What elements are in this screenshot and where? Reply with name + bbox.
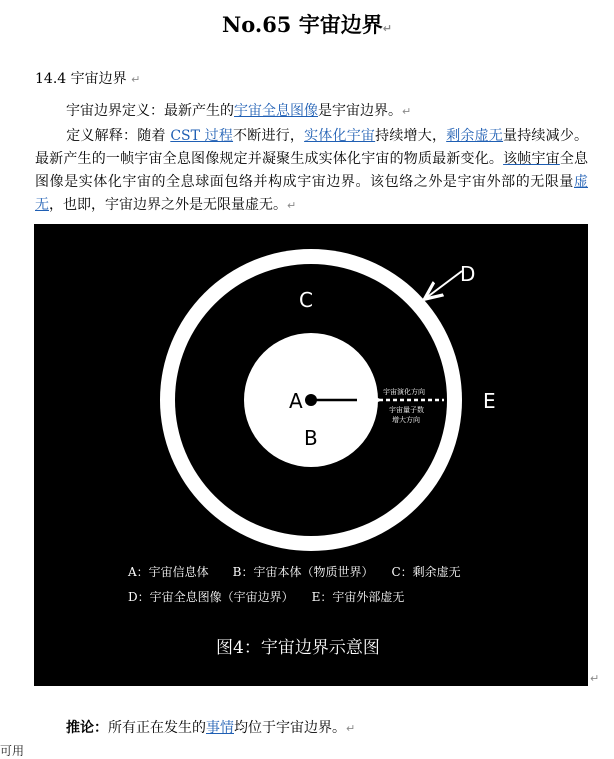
label-b: B bbox=[304, 426, 318, 450]
link-cst-process[interactable]: CST 过程 bbox=[170, 128, 234, 144]
conclusion-suffix: 均位于宇宙边界。 bbox=[234, 720, 346, 736]
label-d: D bbox=[460, 262, 476, 286]
status-text: 可用 bbox=[0, 744, 25, 758]
status-bar bbox=[0, 742, 24, 759]
label-a: A bbox=[289, 389, 303, 413]
link-hologram[interactable]: 宇宙全息图像 bbox=[234, 103, 318, 119]
title-text: No.65 宇宙边界 bbox=[222, 12, 383, 37]
explanation-text-4: 量持续减少。最新产生的一帧宇宙全息图像规定并凝聚生成实体化宇宙的物质最新变化。 bbox=[35, 128, 589, 167]
universe-boundary-figure bbox=[34, 224, 588, 686]
paragraph-mark-icon: ↵ bbox=[346, 722, 356, 735]
explanation-text-6: ，也即，宇宙边界之外是无限量虚无。 bbox=[49, 197, 287, 213]
conclusion-label: 推论： bbox=[66, 720, 108, 736]
explanation-text-5: 全息图像是实体化宇宙的全息球面包络并构成宇宙边界。该包络之外是宇宙外部的无限量 bbox=[35, 151, 589, 190]
explanation-text-1: 定义解释：随着 bbox=[66, 128, 171, 144]
paragraph-mark-icon: ↵ bbox=[590, 672, 600, 685]
paragraph-mark-icon: ↵ bbox=[382, 22, 392, 35]
label-e: E bbox=[483, 389, 496, 413]
conclusion-paragraph bbox=[66, 717, 355, 737]
dash-label-line-1: 宇宙量子数 bbox=[389, 406, 424, 414]
underlined-frame-universe: 该帧宇宙 bbox=[503, 151, 560, 167]
definition-suffix: 是宇宙边界。 bbox=[318, 103, 402, 119]
paragraph-mark-icon: ↵ bbox=[131, 73, 141, 86]
pointer-arrow-d bbox=[426, 271, 462, 298]
explanation-text-3: 持续增大， bbox=[375, 128, 447, 144]
definition-paragraph bbox=[35, 100, 588, 123]
document-title bbox=[0, 9, 614, 39]
paragraph-mark-icon: ↵ bbox=[402, 105, 412, 118]
dash-label-line-2: 增大方向 bbox=[392, 416, 420, 424]
link-materialized-universe[interactable]: 实体化宇宙 bbox=[304, 128, 376, 144]
link-events[interactable]: 事情 bbox=[206, 720, 234, 736]
paragraph-mark-icon: ↵ bbox=[287, 199, 297, 212]
label-c: C bbox=[299, 288, 313, 312]
boundary-diagram bbox=[34, 224, 588, 686]
explanation-paragraph bbox=[35, 125, 588, 217]
section-heading bbox=[35, 68, 140, 88]
conclusion-text: 所有正在发生的 bbox=[108, 720, 206, 736]
link-remaining-void[interactable]: 剩余虚无 bbox=[446, 128, 504, 144]
section-heading-text: 14.4 宇宙边界 bbox=[35, 71, 127, 87]
definition-text: 宇宙边界定义：最新产生的 bbox=[66, 103, 234, 119]
arrow-label: 宇宙演化方向 bbox=[383, 388, 425, 396]
legend-line-1: A：宇宙信息体 B：宇宙本体（物质世界） C：剩余虚无 bbox=[128, 565, 461, 579]
figure-caption: 图4：宇宙边界示意图 bbox=[216, 638, 380, 658]
legend-line-2: D：宇宙全息图像（宇宙边界） E：宇宙外部虚无 bbox=[128, 590, 405, 604]
explanation-text-2: 不断进行， bbox=[233, 128, 305, 144]
link-void[interactable]: 虚无 bbox=[35, 174, 588, 213]
